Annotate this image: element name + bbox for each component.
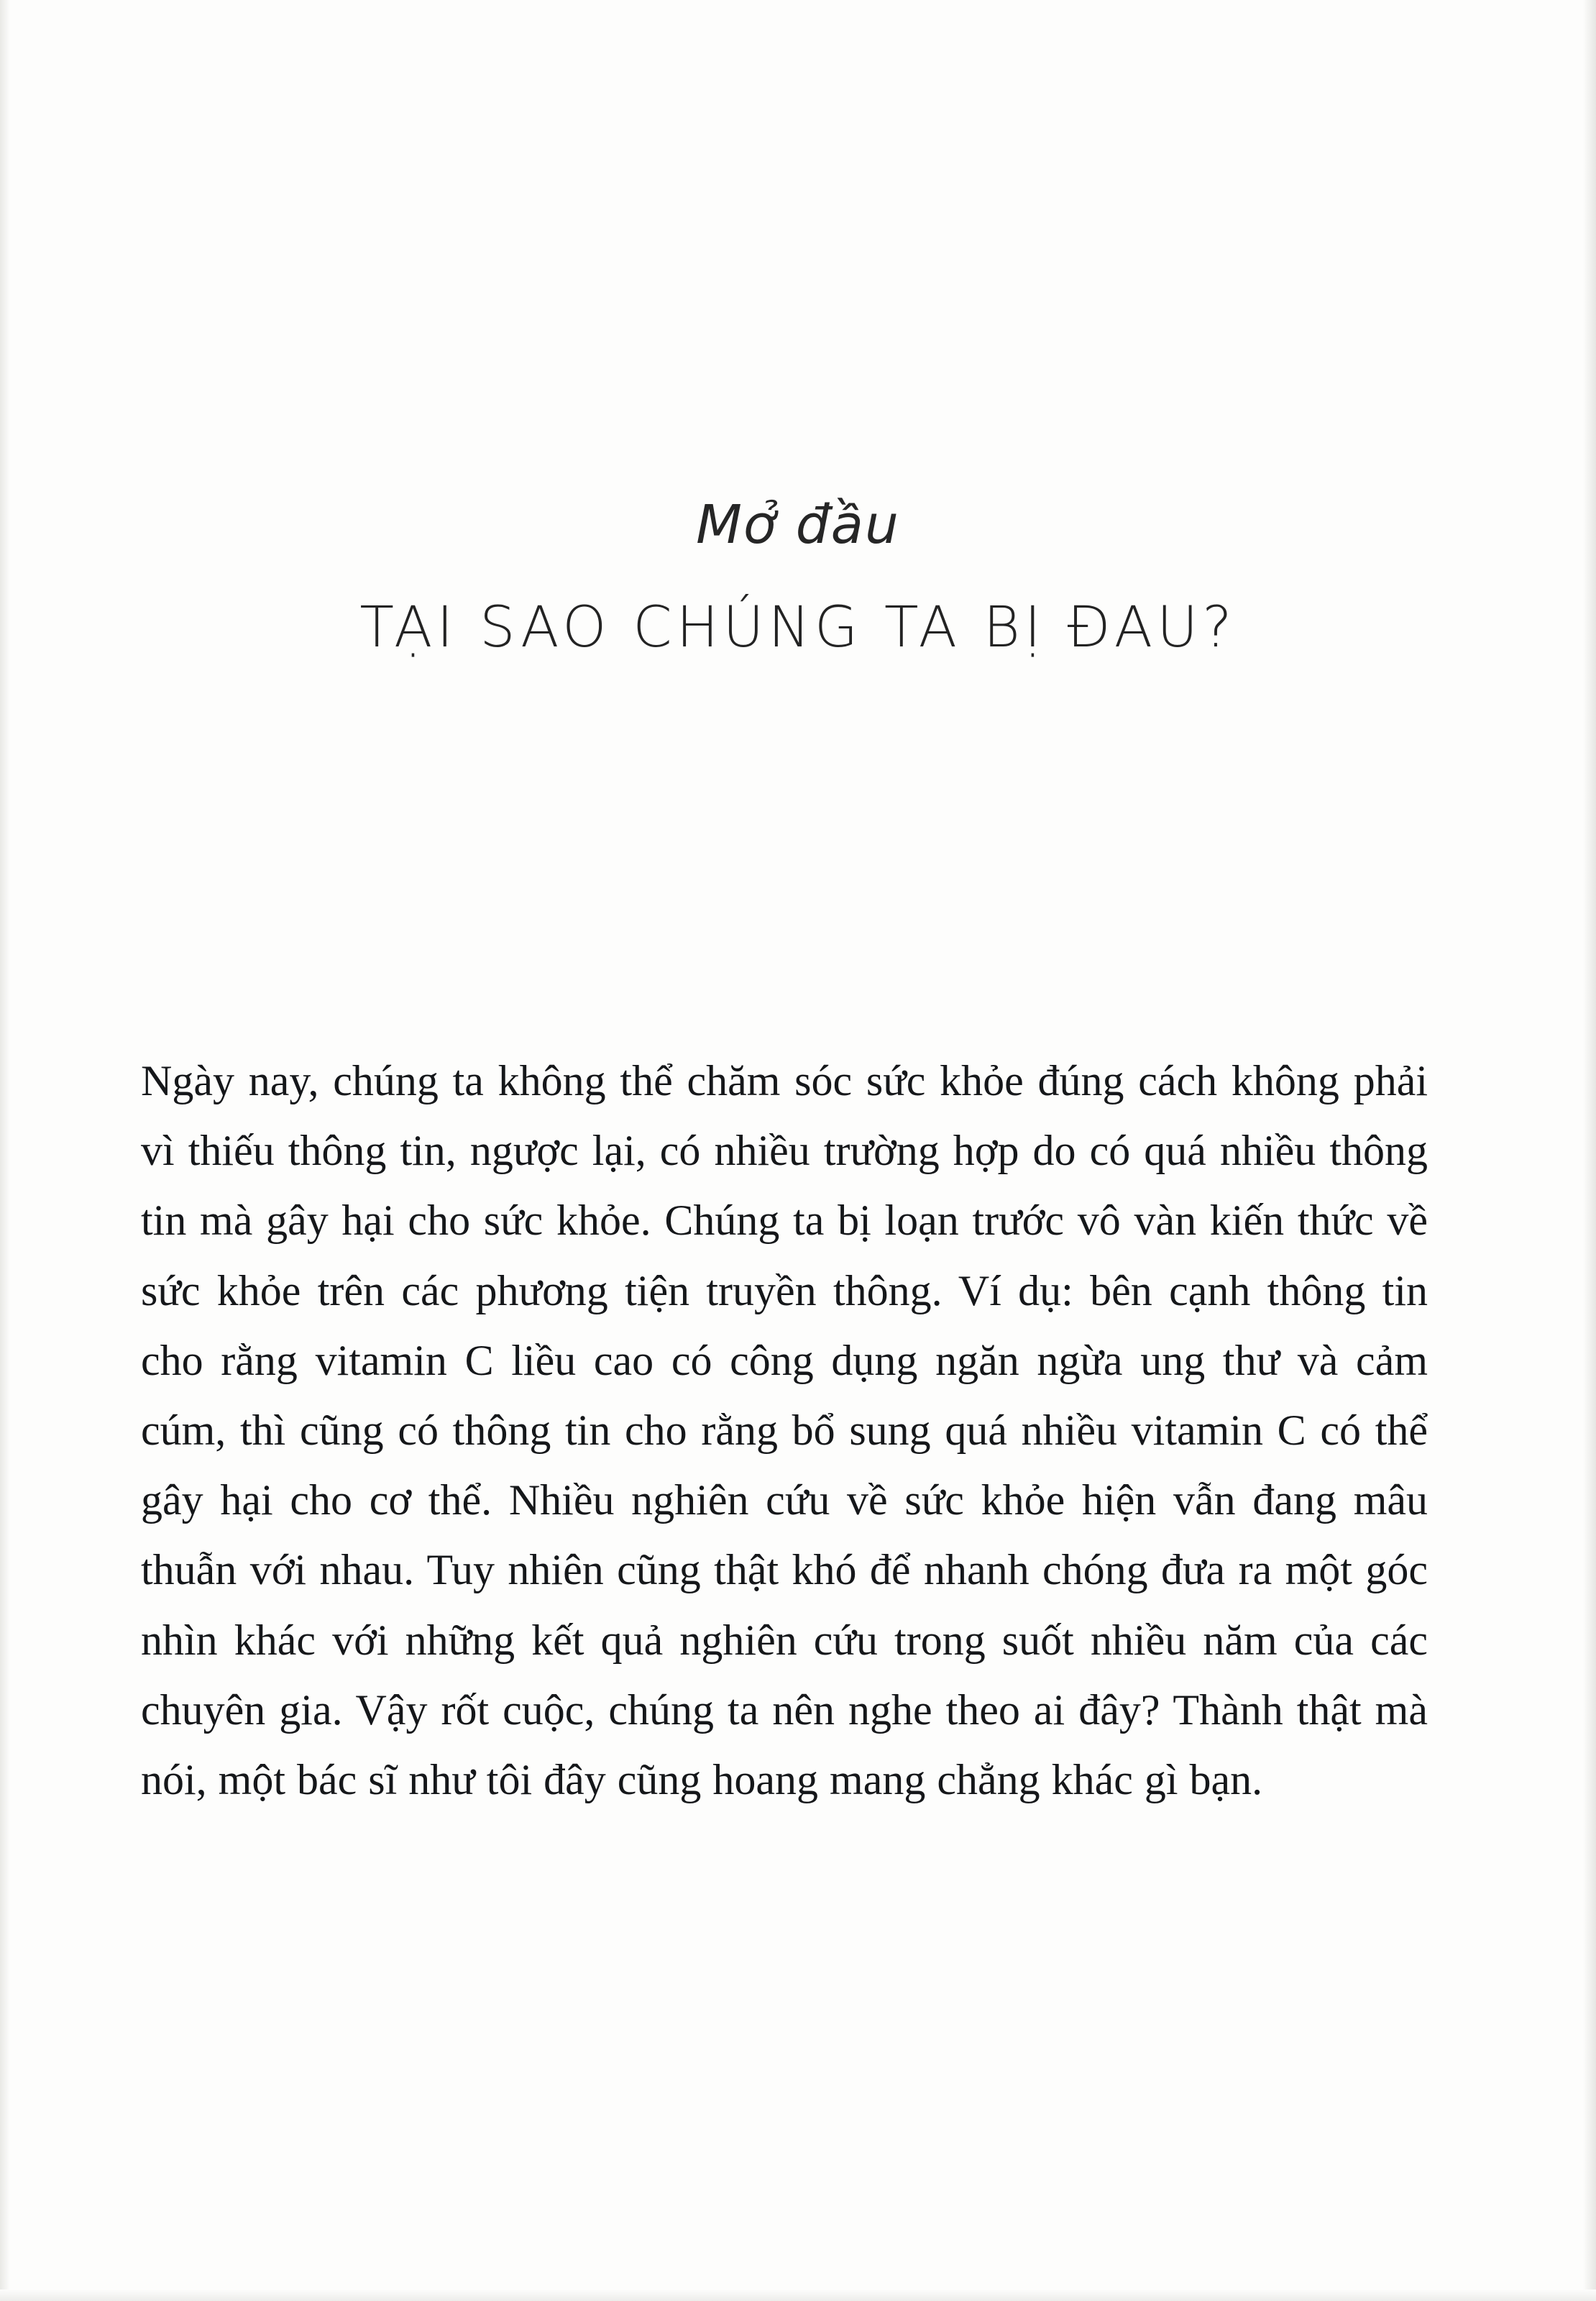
chapter-heading — [0, 496, 1596, 661]
chapter-label: Mở đầu — [696, 494, 900, 556]
paragraph: Ngày nay, chúng ta không thể chăm sóc sức khỏe đúng cách không phải vì thiếu thông tin, ngược lại, có nhiều trường hợp do có quá nhiều thông tin mà gây hại cho sức khỏe. Chúng ta bị loạn trước vô vàn kiến thức về sức khỏe trên các phương tiện truyền thông. Ví dụ: bên cạnh thông tin cho rằng vitamin C liều cao có công dụng ngăn ngừa ung thư và cảm cúm, thì cũng có thông tin cho rằng bổ sung quá nhiều vitamin C có thể gây hại cho cơ thể. Nhiều nghiên cứu về sức khỏe hiện vẫn đang mâu thuẫn với nhau. Tuy nhiên cũng thật khó để nhanh chóng đưa ra một góc nhìn khác với những kết quả nghiên cứu trong suốt nhiều năm của các chuyên gia. Vậy rốt cuộc, chúng ta nên nghe theo ai đây? Thành thật mà nói, một bác sĩ như tôi đây cũng hoang mang chẳng khác gì bạn. — [141, 1057, 1428, 1803]
body-text — [141, 1046, 1428, 1815]
page-title: TẠI SAO CHÚNG TA BỊ ĐAU? — [359, 595, 1237, 661]
